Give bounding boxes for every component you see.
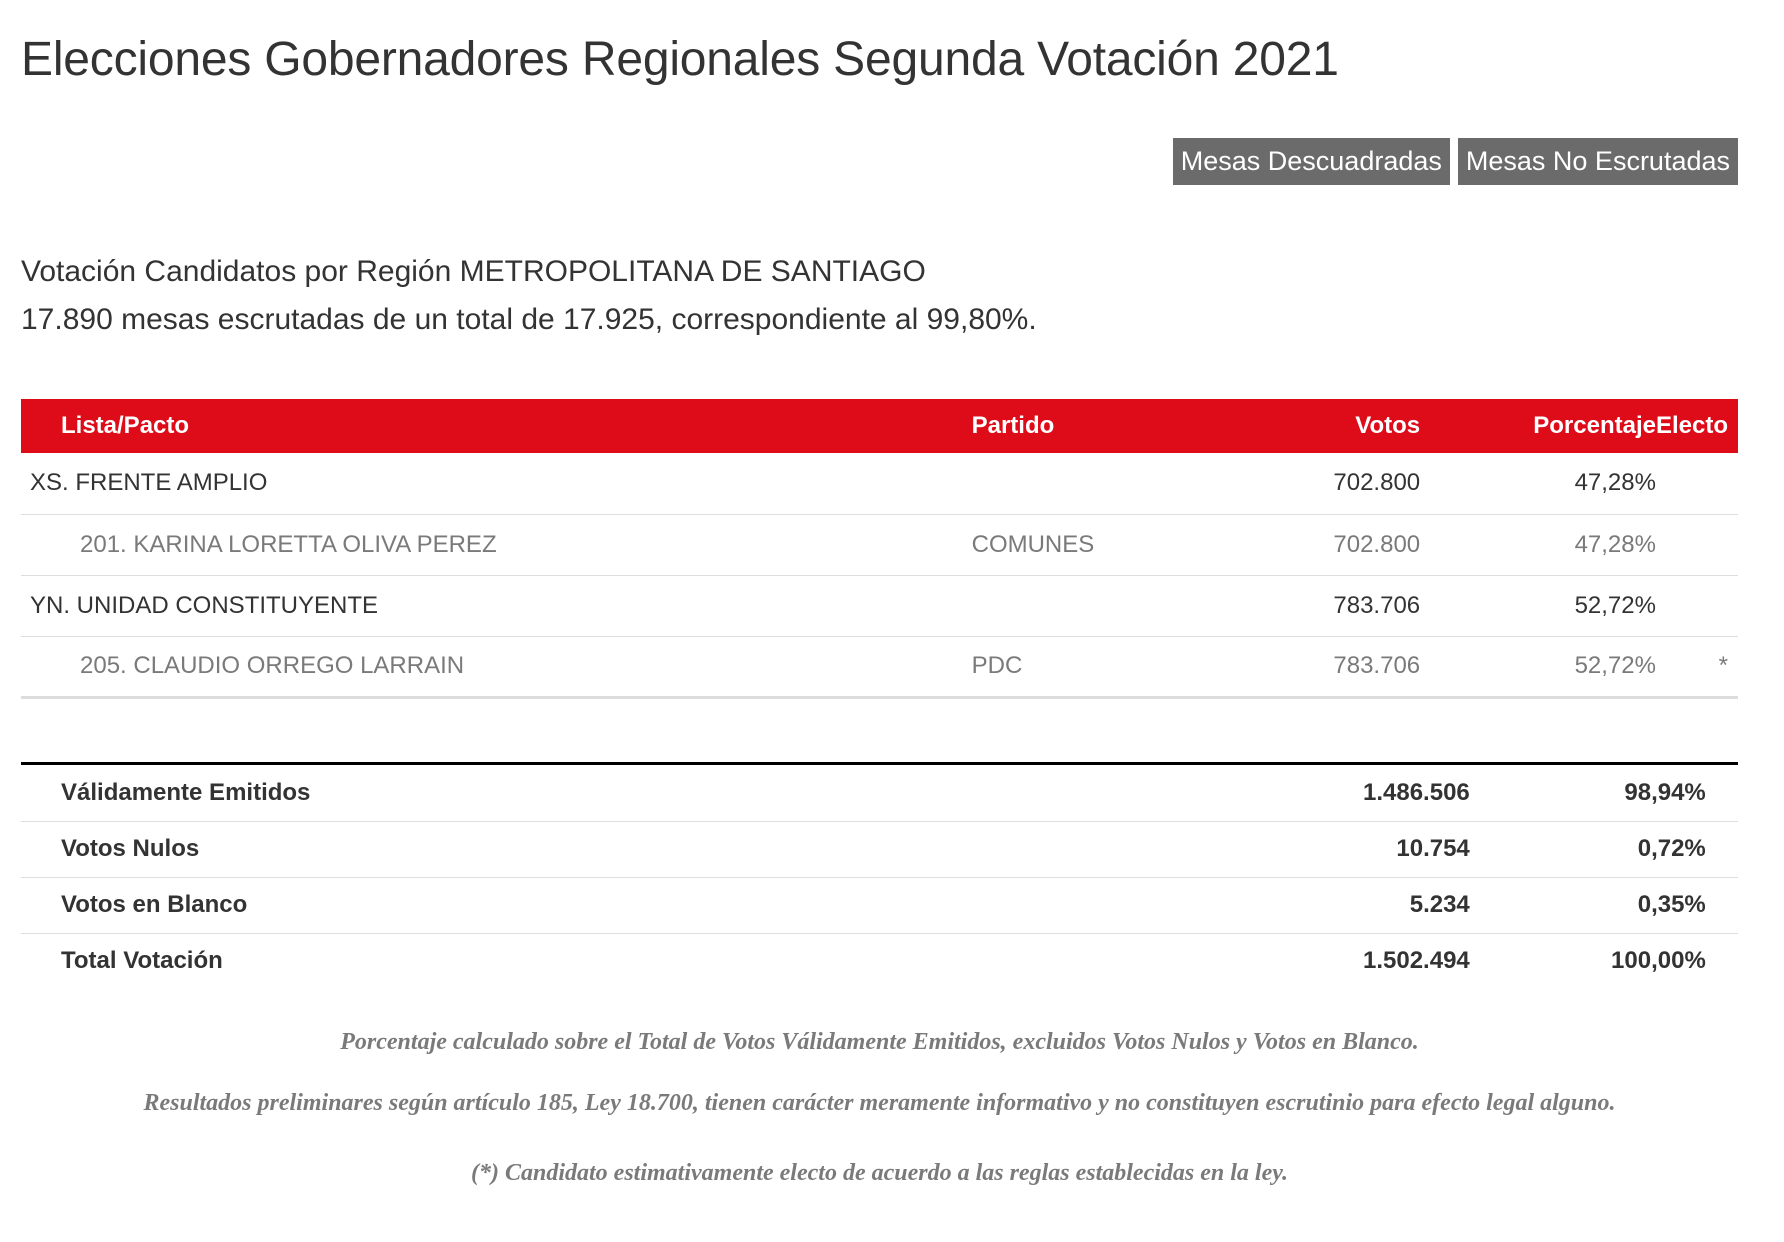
region-heading: Votación Candidatos por Región METROPOLITANA DE SANTIAGO (21, 255, 926, 288)
vote-summary (21, 248, 1037, 344)
totals-votos: 1.486.506 (1363, 778, 1470, 806)
partido-cell (972, 453, 1209, 514)
header-partido[interactable]: Partido (971, 412, 1055, 439)
totals-porcentaje: 100,00% (1611, 947, 1706, 975)
electo-marker: * (1718, 652, 1728, 679)
totals-label: Votos en Blanco (61, 891, 248, 918)
results-table (21, 399, 1738, 699)
mesas-no-escrutadas-button[interactable]: Mesas No Escrutadas (1458, 138, 1738, 185)
totals-votos: 1.502.494 (1363, 947, 1470, 975)
porcentaje-cell: 52,72% (1574, 652, 1656, 679)
electo-footnote: (*) Candidato estimativamente electo de acuerdo a las reglas establecidas en la ley. (471, 1160, 1288, 1186)
candidate-name: 201. KARINA LORETTA OLIVA PEREZ (80, 530, 497, 558)
totals-row-total (21, 933, 1738, 989)
totals-empty (1706, 765, 1738, 821)
electo-cell (1656, 453, 1738, 514)
totals-table (21, 765, 1738, 989)
mesas-descuadradas-button[interactable]: Mesas Descuadradas (1173, 138, 1450, 185)
pact-name: XS. FRENTE AMPLIO (30, 469, 268, 497)
header-lista-pacto[interactable]: Lista/Pacto (61, 412, 190, 439)
mesas-progress-text: 17.890 mesas escrutadas de un total de 17.925, correspondiente al 99,80%. (21, 303, 1037, 336)
totals-label: Total Votación (61, 947, 223, 975)
totals-empty (1706, 933, 1738, 989)
table-row-candidate (21, 636, 1738, 697)
porcentaje-cell: 47,28% (1574, 530, 1656, 558)
totals-porcentaje: 0,72% (1637, 835, 1706, 862)
header-porcentaje[interactable]: Porcentaje (1533, 412, 1656, 439)
porcentaje-cell: 52,72% (1574, 591, 1656, 619)
totals-label: Votos Nulos (61, 835, 200, 862)
votos-cell: 702.800 (1333, 469, 1421, 497)
totals-porcentaje: 98,94% (1624, 778, 1706, 806)
totals-row-nulos (21, 821, 1738, 877)
totals-empty (1706, 821, 1738, 877)
header-electo[interactable]: Electo (1655, 412, 1728, 439)
totals-row-validos (21, 765, 1738, 821)
votos-cell: 702.800 (1333, 530, 1421, 558)
legal-note: Resultados preliminares según artículo 185, Ley 18.700, tienen carácter meramente informativo y no constituyen escrutinio para efecto legal alguno. (143, 1090, 1616, 1116)
partido-cell: COMUNES (971, 530, 1095, 558)
totals-votos: 5.234 (1409, 891, 1470, 918)
table-row-pact (21, 575, 1738, 636)
totals-porcentaje: 0,35% (1637, 891, 1706, 918)
votos-cell: 783.706 (1333, 591, 1421, 619)
table-row-candidate (21, 514, 1738, 575)
action-buttons (1173, 138, 1738, 185)
candidate-name: 205. CLAUDIO ORREGO LARRAIN (80, 652, 465, 679)
partido-cell: PDC (971, 652, 1023, 679)
results-header-row (21, 399, 1738, 453)
totals-row-blanco (21, 877, 1738, 933)
electo-cell (1656, 575, 1738, 636)
porcentaje-cell: 47,28% (1574, 469, 1656, 497)
table-row-pact (21, 453, 1738, 514)
partido-cell (972, 575, 1209, 636)
totals-votos: 10.754 (1396, 835, 1470, 862)
totals-label: Válidamente Emitidos (61, 778, 311, 806)
votos-cell: 783.706 (1333, 652, 1421, 679)
totals-empty (1706, 877, 1738, 933)
percentage-note: Porcentaje calculado sobre el Total de Votos Válidamente Emitidos, excluidos Votos Nulos y Votos en Blanco. (340, 1029, 1419, 1055)
header-votos[interactable]: Votos (1355, 412, 1421, 439)
electo-cell (1656, 514, 1738, 575)
page-title: Elecciones Gobernadores Regionales Segunda Votación 2021 (21, 33, 1339, 86)
pact-name: YN. UNIDAD CONSTITUYENTE (30, 591, 379, 619)
